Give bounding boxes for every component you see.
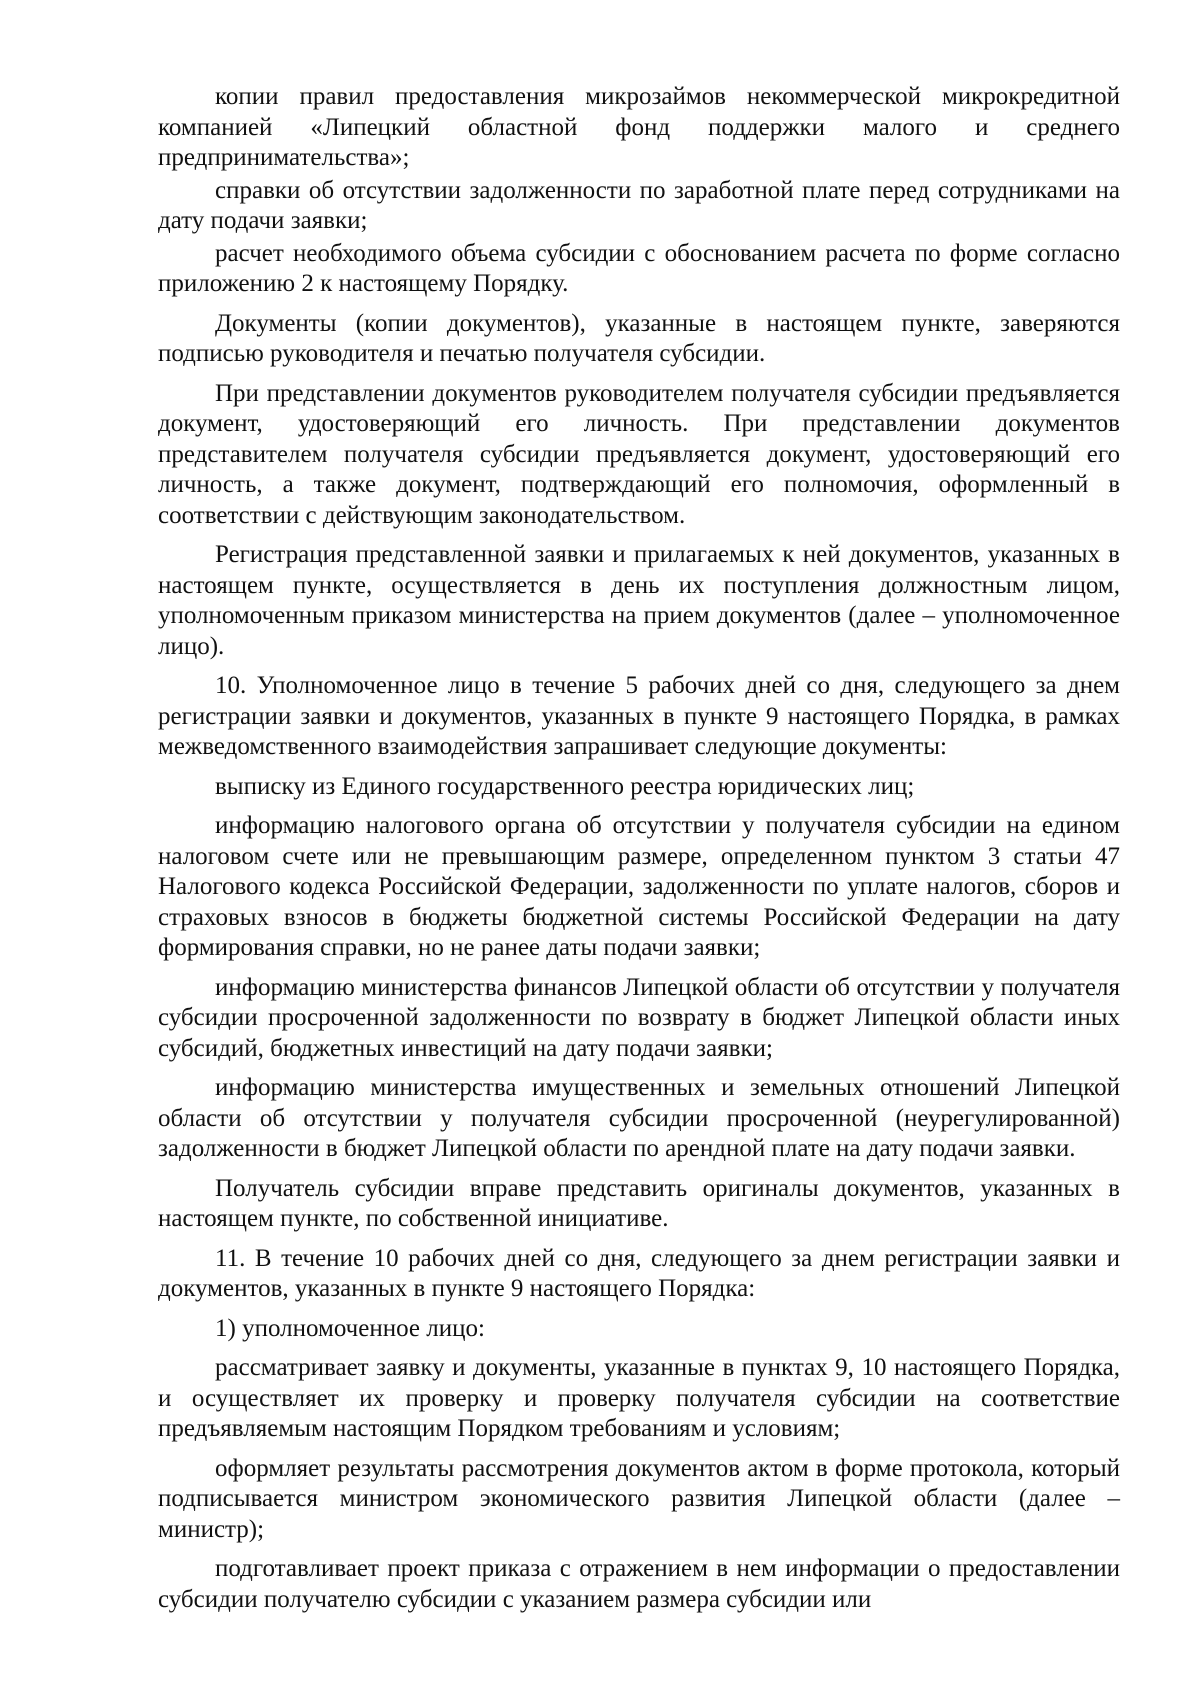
- paragraph-draft-order: подготавливает проект приказа с отражением в нем информации о предоставлении субсидии получателю субсидии с указанием размера субсидии или: [158, 1555, 1120, 1613]
- paragraph-originals-initiative: Получатель субсидии вправе представить оригиналы документов, указанных в настоящем пункте, по собственной инициативе.: [158, 1174, 1120, 1232]
- paragraph-review-protocol: оформляет результаты рассмотрения документов актом в форме протокола, который подписывается министром экономического развития Липецкой области (далее – министр);: [158, 1454, 1120, 1543]
- paragraph-clause-10: 10. Уполномоченное лицо в течение 5 рабочих дней со дня, следующего за днем регистрации заявки и документов, указанных в пункте 9 настоящего Порядка, в рамках межведомственного взаимодействия запрашивает следующие документы:: [158, 672, 1120, 760]
- paragraph-egrul-extract: выписку из Единого государственного реестра юридических лиц;: [215, 772, 915, 800]
- paragraph-clause-11: 11. В течение 10 рабочих дней со дня, следующего за днем регистрации заявки и документов, указанных в пункте 9 настоящего Порядка:: [158, 1244, 1120, 1302]
- document-page: [158, 82, 1120, 1624]
- paragraph-identity-documents: При представлении документов руководителем получателя субсидии предъявляется документ, удостоверяющий его личность. При представлении документов представителем получателя субсидии предъявляется документ, удостоверяющий его личность, а также документ, подтверждающий его полномочия, оформленный в соответствии с действующим законодательством.: [158, 379, 1120, 529]
- paragraph-documents-certification: Документы (копии документов), указанные в настоящем пункте, заверяются подписью руководителя и печатью получателя субсидии.: [158, 309, 1120, 367]
- paragraph-authorized-person: 1) уполномоченное лицо:: [215, 1314, 485, 1342]
- paragraph-wage-debt-certificate: справки об отсутствии задолженности по заработной плате перед сотрудниками на дату подачи заявки;: [158, 176, 1120, 234]
- paragraph-finance-ministry-info: информацию министерства финансов Липецкой области об отсутствии у получателя субсидии просроченной задолженности по возврату в бюджет Липецкой области иных субсидий, бюджетных инвестиций на дату подачи заявки;: [158, 973, 1120, 1062]
- paragraph-property-ministry-info: информацию министерства имущественных и земельных отношений Липецкой области об отсутствии у получателя субсидии просроченной (неурегулированной) задолженности в бюджет Липецкой области по арендной плате на дату подачи заявки.: [158, 1074, 1120, 1162]
- paragraph-microloan-rules-copy: копии правил предоставления микрозаймов некоммерческой микрокредитной компанией «Липецкий областной фонд поддержки малого и среднего предпринимательства»;: [158, 83, 1120, 171]
- paragraph-application-registration: Регистрация представленной заявки и прилагаемых к ней документов, указанных в настоящем пункте, осуществляется в день их поступления должностным лицом, уполномоченным приказом министерства на прием документов (далее – уполномоченное лицо).: [158, 541, 1120, 660]
- paragraph-tax-authority-info: информацию налогового органа об отсутствии у получателя субсидии на едином налоговом счете или не превышающим размере, определенном пунктом 3 статьи 47 Налогового кодекса Российской Федерации, задолженности по уплате налогов, сборов и страховых взносов в бюджеты бюджетной системы Российской Федерации на дату формирования справки, но не ранее даты подачи заявки;: [158, 812, 1120, 961]
- paragraph-review-application: рассматривает заявку и документы, указанные в пунктах 9, 10 настоящего Порядка, и осуществляет их проверку и проверку получателя субсидии на соответствие предъявляемым настоящим Порядком требованиям и условиям;: [158, 1354, 1120, 1442]
- paragraph-subsidy-calculation: расчет необходимого объема субсидии с обоснованием расчета по форме согласно приложению 2 к настоящему Порядку.: [158, 239, 1120, 297]
